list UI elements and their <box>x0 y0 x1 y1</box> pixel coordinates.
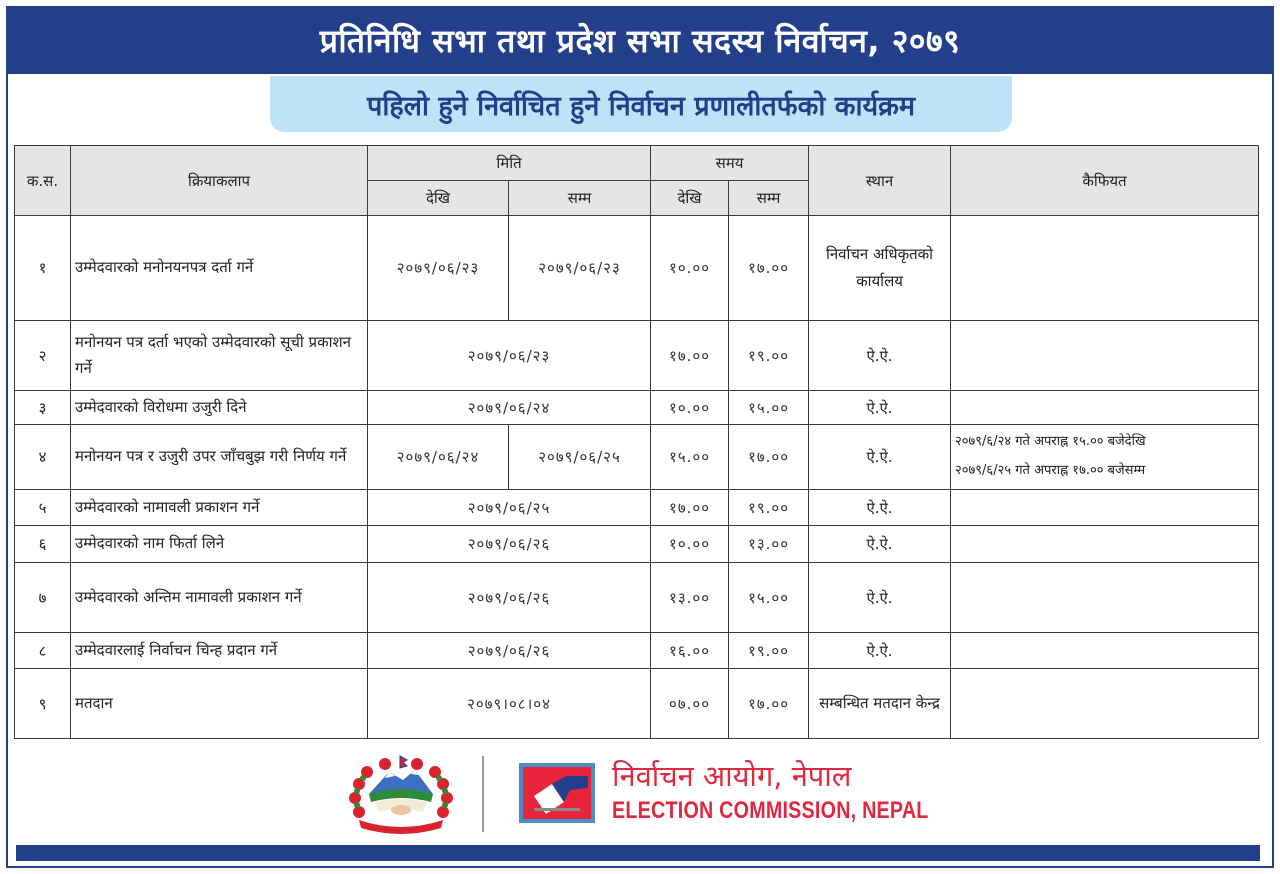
schedule-table <box>14 145 1259 739</box>
cell-date-to: २०७९/०६/२५ <box>509 425 651 490</box>
cell-sn: १ <box>15 216 71 321</box>
cell-time-from: १५.०० <box>651 425 729 490</box>
cell-time-from: १३.०० <box>651 563 729 633</box>
table-row <box>15 526 1259 563</box>
table-row <box>15 669 1259 739</box>
cell-time-from: १०.०० <box>651 216 729 321</box>
remark-line: २०७९/६/२४ गते अपराह्न १५.०० बजेदेखि <box>955 434 1146 450</box>
cell-activity: उम्मेदवारको विरोधमा उजुरी दिने <box>71 391 368 425</box>
footer-logos <box>0 748 1280 840</box>
bottom-bar <box>16 845 1260 861</box>
table-row <box>15 321 1259 391</box>
cell-date: २०७९/०६/२५ <box>368 490 651 526</box>
cell-sn: ८ <box>15 633 71 669</box>
election-commission-logo-icon <box>518 762 596 824</box>
header-serial: क.स. <box>15 146 71 216</box>
cell-place: ऐ.ऐ. <box>809 563 951 633</box>
cell-place: ऐ.ऐ. <box>809 526 951 563</box>
cell-sn: ५ <box>15 490 71 526</box>
cell-time-to: १९.०० <box>729 321 809 391</box>
cell-time-from: ०७.०० <box>651 669 729 739</box>
cell-time-to: १९.०० <box>729 490 809 526</box>
cell-time-to: १९.०० <box>729 633 809 669</box>
cell-remarks <box>951 563 1259 633</box>
cell-sn: ७ <box>15 563 71 633</box>
header-date-from: देखि <box>368 181 509 216</box>
cell-sn: २ <box>15 321 71 391</box>
cell-time-from: १६.०० <box>651 633 729 669</box>
page-subtitle <box>270 76 1012 132</box>
cell-remarks <box>951 216 1259 321</box>
cell-date: २०७९।०८।०४ <box>368 669 651 739</box>
cell-date: २०७९/०६/२६ <box>368 563 651 633</box>
cell-place: ऐ.ऐ. <box>809 391 951 425</box>
cell-place: ऐ.ऐ. <box>809 321 951 391</box>
cell-place: ऐ.ऐ. <box>809 425 951 490</box>
cell-remarks <box>951 490 1259 526</box>
cell-place: ऐ.ऐ. <box>809 633 951 669</box>
cell-time-to: १५.०० <box>729 391 809 425</box>
cell-time-from: १७.०० <box>651 490 729 526</box>
page-title <box>6 6 1274 74</box>
cell-activity: मनोनयन पत्र र उजुरी उपर जाँचबुझ गरी निर्णय गर्ने <box>71 425 368 490</box>
table-row <box>15 633 1259 669</box>
cell-activity: उम्मेदवारको मनोनयनपत्र दर्ता गर्ने <box>71 216 368 321</box>
cell-time-from: १०.०० <box>651 391 729 425</box>
cell-time-to: १५.०० <box>729 563 809 633</box>
header-remarks: कैफियत <box>951 146 1259 216</box>
cell-time-from: १०.०० <box>651 526 729 563</box>
cell-sn: ९ <box>15 669 71 739</box>
election-commission-name <box>612 758 998 828</box>
org-name-nepali: निर्वाचन आयोग, नेपाल <box>612 759 852 793</box>
header-place: स्थान <box>809 146 951 216</box>
cell-remarks <box>951 669 1259 739</box>
cell-activity: मनोनयन पत्र दर्ता भएको उम्मेदवारको सूची प्रकाशन गर्ने <box>71 321 368 391</box>
cell-remarks <box>951 425 1259 490</box>
cell-activity: उम्मेदवारको नामावली प्रकाशन गर्ने <box>71 490 368 526</box>
cell-activity: उम्मेदवारलाई निर्वाचन चिन्ह प्रदान गर्ने <box>71 633 368 669</box>
cell-date: २०७९/०६/२४ <box>368 391 651 425</box>
header-date-to: सम्म <box>509 181 651 216</box>
cell-date-from: २०७९/०६/२४ <box>368 425 509 490</box>
header-time-from: देखि <box>651 181 729 216</box>
cell-remarks <box>951 321 1259 391</box>
header-time: समय <box>651 146 809 181</box>
table-row <box>15 490 1259 526</box>
cell-date-to: २०७९/०६/२३ <box>509 216 651 321</box>
cell-place: ऐ.ऐ. <box>809 490 951 526</box>
cell-activity: मतदान <box>71 669 368 739</box>
cell-time-from: १७.०० <box>651 321 729 391</box>
table-row <box>15 216 1259 321</box>
remark-line: २०७९/६/२५ गते अपराह्न १७.०० बजेसम्म <box>955 463 1146 478</box>
cell-place: निर्वाचन अधिकृतको कार्यालय <box>809 216 951 321</box>
title-text: प्रतिनिधि सभा तथा प्रदेश सभा सदस्य निर्वाचन, २०७९ <box>319 21 961 60</box>
cell-time-to: १७.०० <box>729 425 809 490</box>
header-date: मिति <box>368 146 651 181</box>
cell-activity: उम्मेदवारको नाम फिर्ता लिने <box>71 526 368 563</box>
table-row <box>15 391 1259 425</box>
cell-date: २०७९/०६/२३ <box>368 321 651 391</box>
cell-time-to: १३.०० <box>729 526 809 563</box>
header-activity: क्रियाकलाप <box>71 146 368 216</box>
cell-activity: उम्मेदवारको अन्तिम नामावली प्रकाशन गर्ने <box>71 563 368 633</box>
cell-time-to: १७.०० <box>729 216 809 321</box>
cell-date: २०७९/०६/२६ <box>368 633 651 669</box>
header-time-to: सम्म <box>729 181 809 216</box>
org-name-english: ELECTION COMMISSION, NEPAL <box>612 797 929 824</box>
cell-sn: ३ <box>15 391 71 425</box>
cell-remarks <box>951 633 1259 669</box>
table-row <box>15 425 1259 490</box>
cell-remarks <box>951 526 1259 563</box>
logo-divider <box>482 756 484 832</box>
subtitle-text: पहिलो हुने निर्वाचित हुने निर्वाचन प्रणालीतर्फको कार्यक्रम <box>366 90 915 122</box>
cell-place: सम्बन्धित मतदान केन्द्र <box>809 669 951 739</box>
cell-date: २०७९/०६/२६ <box>368 526 651 563</box>
table-row <box>15 563 1259 633</box>
cell-time-to: १७.०० <box>729 669 809 739</box>
cell-remarks <box>951 391 1259 425</box>
cell-sn: ४ <box>15 425 71 490</box>
cell-sn: ६ <box>15 526 71 563</box>
cell-date-from: २०७९/०६/२३ <box>368 216 509 321</box>
nepal-emblem-icon <box>345 754 457 836</box>
